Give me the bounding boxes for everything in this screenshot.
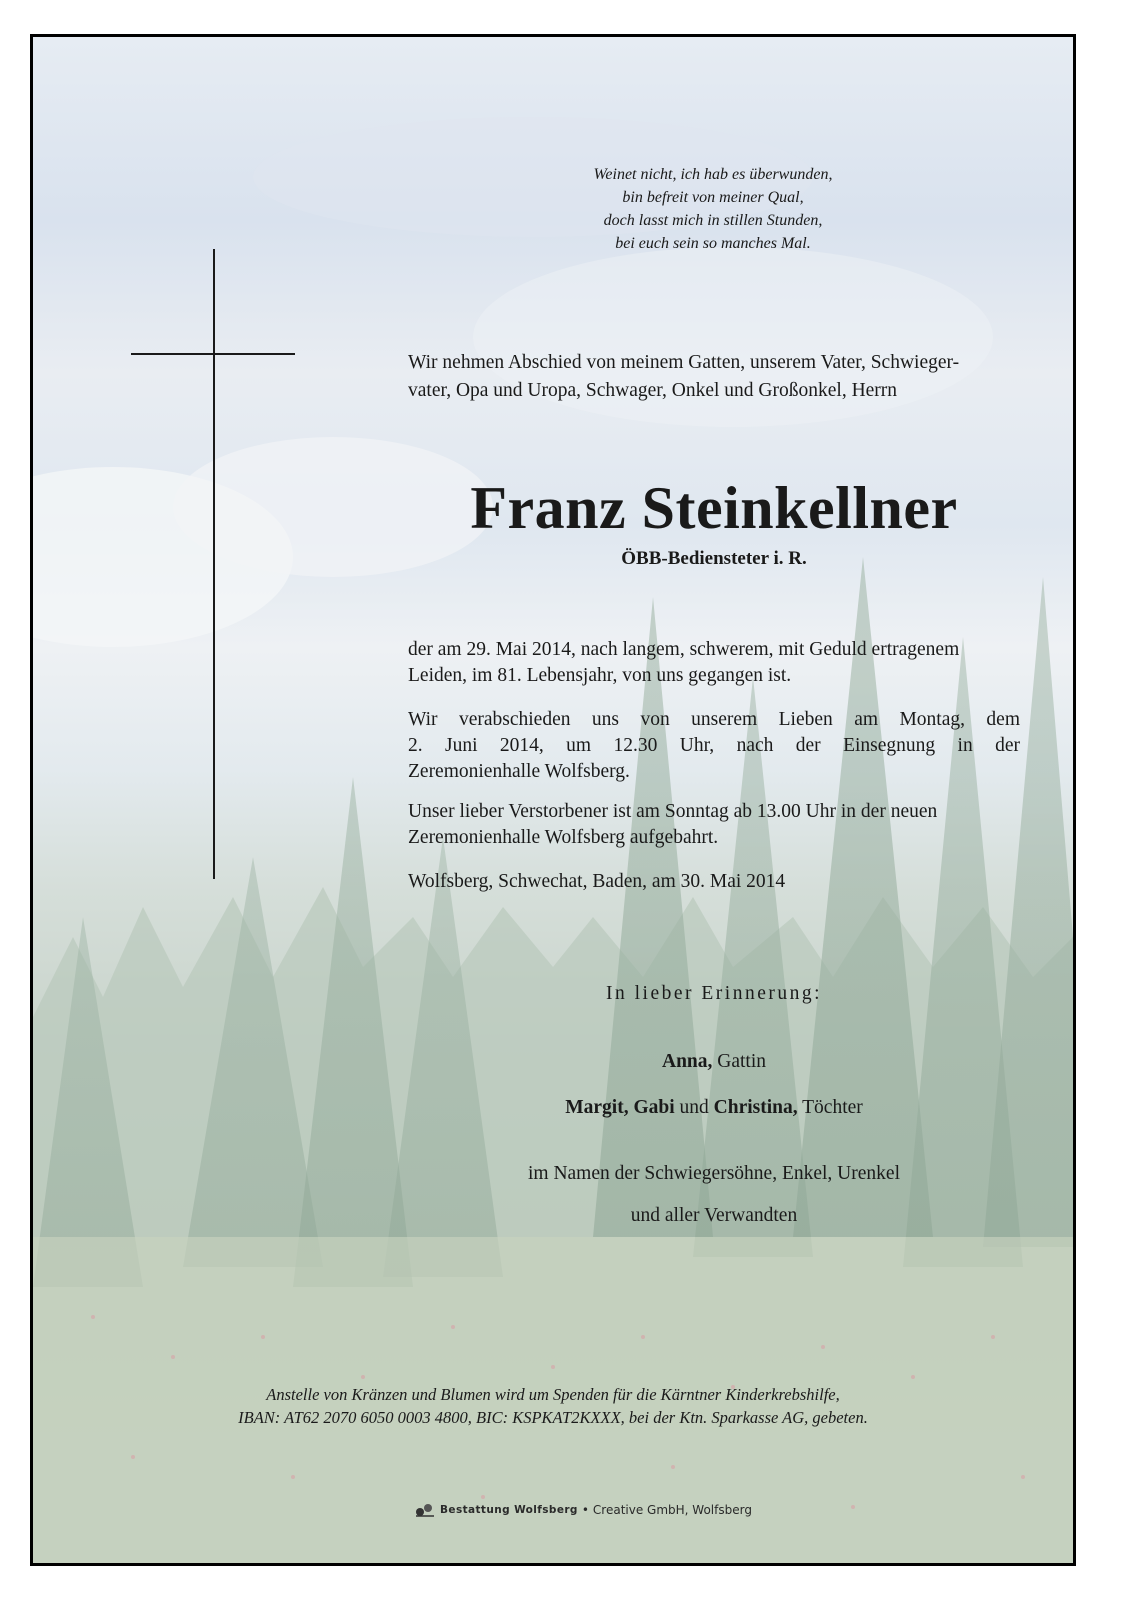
intro-line: Wir nehmen Abschied von meinem Gatten, unserem Vater, Schwieger- xyxy=(408,352,960,373)
farewell-line: 2. Juni 2014, um 12.30 Uhr, nach der Einsegnung in der xyxy=(408,735,1020,756)
passing-text xyxy=(408,637,1020,689)
poem-line: bei euch sein so manches Mal. xyxy=(615,235,811,252)
laid-out-text xyxy=(408,799,1020,851)
cross-icon xyxy=(213,249,215,879)
poem xyxy=(473,163,953,255)
donation-line: IBAN: AT62 2070 6050 0003 4800, BIC: KSPKAT2KXXX, bei der Ktn. Sparkasse AG, gebeten. xyxy=(238,1408,868,1427)
cross-icon-bar xyxy=(131,353,295,355)
poem-line: bin befreit von meiner Qual, xyxy=(622,189,804,206)
funeral-home-logo-icon xyxy=(414,1502,436,1518)
farewell-line: Zeremonienhalle Wolfsberg. xyxy=(408,761,630,782)
intro-line: vater, Opa und Uropa, Schwager, Onkel und Großonkel, Herrn xyxy=(408,380,898,401)
family-in-name-of: im Namen der Schwiegersöhne, Enkel, Urenkel xyxy=(527,1163,900,1184)
farewell-line: Wir verabschieden uns von unserem Lieben am Montag, dem xyxy=(408,709,1020,730)
funeral-home-credit xyxy=(353,1497,813,1523)
credit-company: Creative GmbH, Wolfsberg xyxy=(592,1503,752,1517)
credit-separator: • xyxy=(581,1503,589,1517)
spouse-role: Gattin xyxy=(712,1051,767,1072)
daughter-name: Christina, xyxy=(713,1097,798,1118)
deceased-title: ÖBB-Bediensteter i. R. xyxy=(621,548,807,569)
obituary-frame xyxy=(30,34,1076,1566)
daughter-name: Margit, xyxy=(565,1097,629,1118)
funeral-home-name: Bestattung Wolfsberg xyxy=(440,1504,578,1516)
donation-note xyxy=(133,1383,973,1429)
intro-text xyxy=(408,349,1020,405)
donation-line: Anstelle von Kränzen und Blumen wird um Spenden für die Kärntner Kinderkrebshilfe, xyxy=(266,1385,840,1404)
family-daughters xyxy=(308,1095,1076,1121)
daughter-name: Gabi xyxy=(628,1097,675,1118)
passing-line: Leiden, im 81. Lebensjahr, von uns gegangen ist. xyxy=(408,665,792,686)
daughters-role: Töchter xyxy=(797,1097,863,1118)
deceased-name: Franz Steinkellner xyxy=(470,475,958,541)
conjunction: und xyxy=(674,1097,714,1118)
farewell-text xyxy=(408,707,1020,785)
passing-line: der am 29. Mai 2014, nach langem, schwerem, mit Geduld ertragenem xyxy=(408,639,960,660)
memory-heading: In lieber Erinnerung: xyxy=(605,983,823,1004)
place-date: Wolfsberg, Schwechat, Baden, am 30. Mai 2014 xyxy=(408,871,786,892)
laid-out-line: Unser lieber Verstorbener ist am Sonntag ab 13.00 Uhr in der neuen xyxy=(408,801,938,822)
spouse-name: Anna, xyxy=(661,1051,713,1072)
family-spouse xyxy=(308,1049,1076,1075)
family-relatives: und aller Verwandten xyxy=(630,1205,798,1226)
poem-line: doch lasst mich in stillen Stunden, xyxy=(603,212,823,229)
laid-out-line: Zeremonienhalle Wolfsberg aufgebahrt. xyxy=(408,827,719,848)
poem-line: Weinet nicht, ich hab es überwunden, xyxy=(593,166,833,183)
